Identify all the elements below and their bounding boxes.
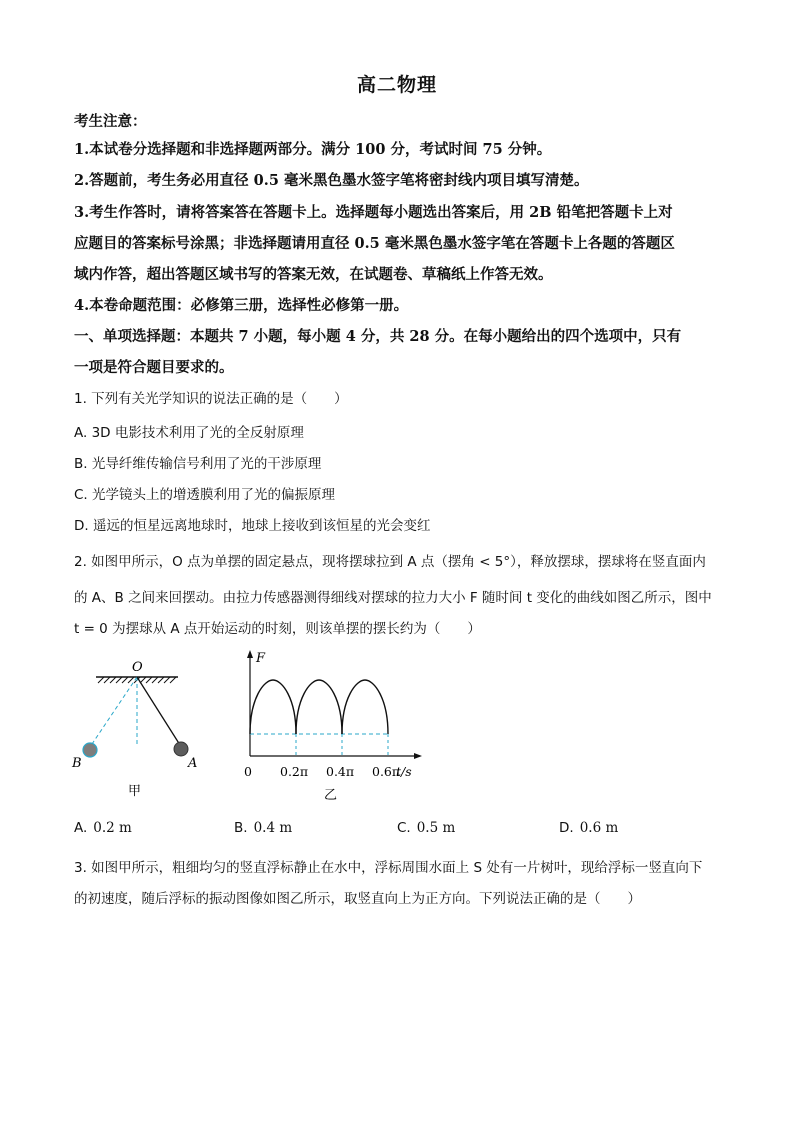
force-arch-1 bbox=[250, 680, 296, 734]
q1-option-d: D. 遥远的恒星远离地球时，地球上接收到该恒星的光会变红 bbox=[74, 518, 431, 534]
label-b: B bbox=[72, 756, 82, 771]
choice-value: 0.2 m bbox=[93, 820, 132, 836]
ball-b bbox=[83, 743, 97, 757]
force-arch-3 bbox=[342, 680, 388, 734]
label-a: A bbox=[188, 756, 198, 771]
choice-letter: B. bbox=[234, 820, 248, 836]
choice-letter: D. bbox=[559, 820, 574, 836]
q2-choice-c bbox=[397, 820, 455, 836]
ball-a bbox=[174, 742, 188, 756]
y-axis-arrow bbox=[247, 650, 253, 658]
x-axis-arrow bbox=[414, 753, 422, 759]
q2-choice-b bbox=[234, 820, 292, 836]
notice-heading: 考生注意： bbox=[74, 113, 147, 130]
notice-item-2: 2.答题前，考生务必用直径 0.5 毫米黑色墨水签字笔将密封线内项目填写清楚。 bbox=[74, 172, 589, 189]
q1-option-a: A. 3D 电影技术利用了光的全反射原理 bbox=[74, 425, 304, 441]
notice-item-1: 1.本试卷分选择题和非选择题两部分。满分 100 分，考试时间 75 分钟。 bbox=[74, 141, 552, 158]
string-a bbox=[137, 677, 180, 745]
q3-stem-line1: 3. 如图甲所示，粗细均匀的竖直浮标静止在水中，浮标周围水面上 S 处有一片树叶，现给浮标一竖直向下 bbox=[74, 860, 703, 876]
q1-option-c: C. 光学镜头上的增透膜利用了光的偏振原理 bbox=[74, 487, 336, 503]
q2-stem-line1: 2. 如图甲所示，O 点为单摆的固定悬点，现将摆球拉到 A 点（摆角 < 5°），释放摆球，摆球将在竖直面内 bbox=[74, 554, 706, 570]
string-dashed-b bbox=[90, 677, 137, 747]
q2-choice-a bbox=[74, 820, 132, 836]
force-arch-2 bbox=[296, 680, 342, 734]
caption-yi: 乙 bbox=[324, 788, 338, 803]
q2-stem-line2: 的 A、B 之间来回摆动。由拉力传感器测得细线对摆球的拉力大小 F 随时间 t 变化的曲线如图乙所示，图中 bbox=[74, 590, 712, 606]
choice-letter: A. bbox=[74, 820, 88, 836]
x-tick-label-3: 0.6π bbox=[372, 764, 401, 779]
label-o: O bbox=[132, 660, 143, 675]
caption-jia: 甲 bbox=[128, 784, 142, 799]
q2-stem-line3: t = 0 为摆球从 A 点开始运动的时刻，则该单摆的摆长约为（ ） bbox=[74, 621, 481, 637]
choice-value: 0.4 m bbox=[253, 820, 293, 836]
q3-stem-line2: 的初速度，随后浮标的振动图像如图乙所示，取竖直向上为正方向。下列说法正确的是（ ） bbox=[74, 891, 641, 907]
choice-value: 0.6 m bbox=[579, 820, 619, 836]
x-tick-label-2: 0.4π bbox=[326, 764, 355, 779]
q2-choice-d bbox=[559, 820, 618, 836]
section1-heading-cont: 一项是符合题目要求的。 bbox=[74, 359, 234, 376]
notice-item-3: 3.考生作答时，请将答案答在答题卡上。选择题每小题选出答案后，用 2B 铅笔把答题卡上对 bbox=[74, 204, 673, 221]
choice-letter: C. bbox=[397, 820, 411, 836]
figure-jia bbox=[68, 655, 208, 800]
choice-value: 0.5 m bbox=[416, 820, 456, 836]
notice-item-3-cont2: 域内作答，超出答题区域书写的答案无效，在试题卷、草稿纸上作答无效。 bbox=[74, 266, 553, 283]
q1-stem: 1. 下列有关光学知识的说法正确的是（ ） bbox=[74, 391, 348, 407]
x-tick-label-1: 0.2π bbox=[280, 764, 309, 779]
q1-option-b: B. 光导纤维传输信号利用了光的干涉原理 bbox=[74, 456, 322, 472]
page-title: 高二物理 bbox=[356, 74, 437, 96]
notice-item-4: 4.本卷命题范围：必修第三册，选择性必修第一册。 bbox=[74, 297, 409, 314]
x-origin-label: 0 bbox=[244, 764, 252, 779]
y-axis-label: F bbox=[256, 651, 266, 666]
notice-item-3-cont: 应题目的答案标号涂黑；非选择题请用直径 0.5 毫米黑色墨水签字笔在答题卡上各题的答题区 bbox=[74, 235, 675, 252]
section1-heading: 一、单项选择题：本题共 7 小题，每小题 4 分，共 28 分。在每小题给出的四个选项中，只有 bbox=[74, 328, 682, 345]
x-axis-label: t/s bbox=[396, 764, 412, 779]
figure-yi bbox=[234, 648, 424, 806]
